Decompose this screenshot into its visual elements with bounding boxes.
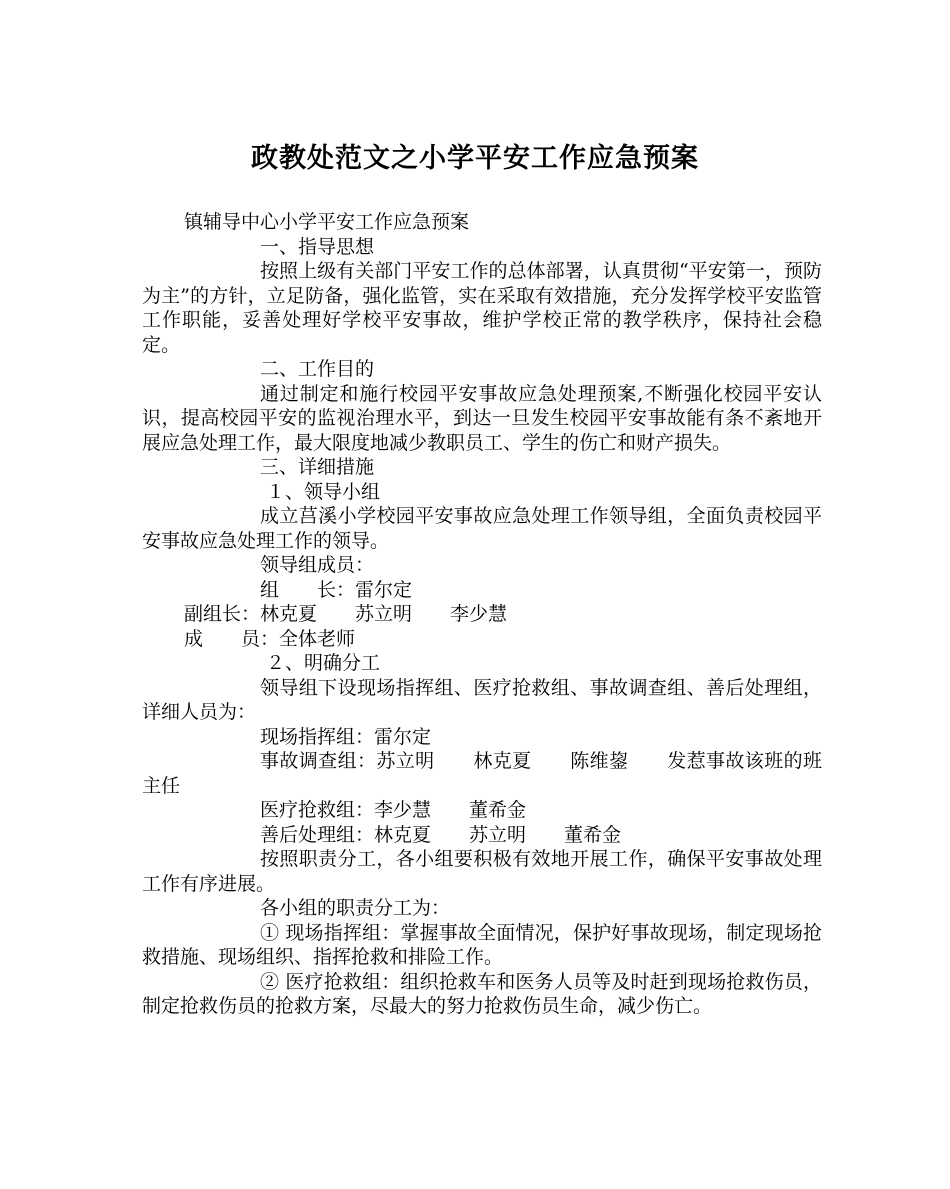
paragraph: 善后处理组：林克夏 苏立明 董希金 — [260, 823, 622, 846]
paragraph: 通过制定和施行校园平安事故应急处理预案,不断强化校园平安认识，提高校园平安的监视治理水平，到达一旦发生校园平安事故能有条不紊地开展应急处理工作，最大限度地减少教职员工、学生的伤亡和财产损失。 — [142, 382, 822, 454]
paragraph: 二、工作目的 — [260, 358, 375, 380]
document-title: 政教处范文之小学平安工作应急预案 — [251, 143, 699, 174]
paragraph: 各小组的职责分工为： — [260, 897, 451, 919]
paragraph: ② 医疗抢救组：组织抢救车和医务人员等及时赶到现场抢救伤员，制定抢救伤员的抢救方案，尽最大的努力抢救伤员生命，减少伤亡。 — [142, 970, 822, 1017]
paragraph: 成 员：全体老师 — [184, 627, 356, 650]
paragraph: 领导组成员： — [260, 554, 375, 576]
paragraph: 按照职责分工，各小组要积极有效地开展工作，确保平安事故处理工作有序进展。 — [142, 848, 822, 895]
paragraph: ２、明确分工 — [260, 652, 381, 674]
paragraph: 副组长：林克夏 苏立明 李少慧 — [184, 603, 508, 625]
paragraph: 一、指导思想 — [260, 235, 375, 258]
paragraph: 领导组下设现场指挥组、医疗抢救组、事故调查组、善后处理组，详细人员为： — [142, 676, 822, 723]
paragraph: 组 长：雷尔定 — [260, 578, 413, 601]
paragraph: 按照上级有关部门平安工作的总体部署，认真贯彻“平安第一，预防为主”的方针，立足防备，强化监管，实在采取有效措施，充分发挥学校平安监管工作职能，妥善处理好学校平安事故，维护学校正常的教学秩序，保持社会稳定。 — [142, 260, 822, 356]
paragraph: 三、详细措施 — [260, 456, 375, 478]
paragraph: 现场指挥组：雷尔定 — [260, 725, 432, 748]
paragraph: １、领导小组 — [260, 480, 381, 503]
paragraph: 镇辅导中心小学平安工作应急预案 — [184, 211, 470, 233]
document-body — [142, 210, 822, 1019]
paragraph: ① 现场指挥组：掌握事故全面情况，保护好事故现场，制定现场抢救措施、现场组织、指挥抢救和排险工作。 — [142, 921, 822, 968]
paragraph: 成立莒溪小学校园平安事故应急处理工作领导组，全面负责校园平安事故应急处理工作的领导。 — [142, 505, 822, 552]
paragraph: 医疗抢救组：李少慧 董希金 — [260, 799, 527, 821]
paragraph: 事故调查组：苏立明 林克夏 陈维鋆 发惹事故该班的班主任 — [142, 750, 822, 797]
